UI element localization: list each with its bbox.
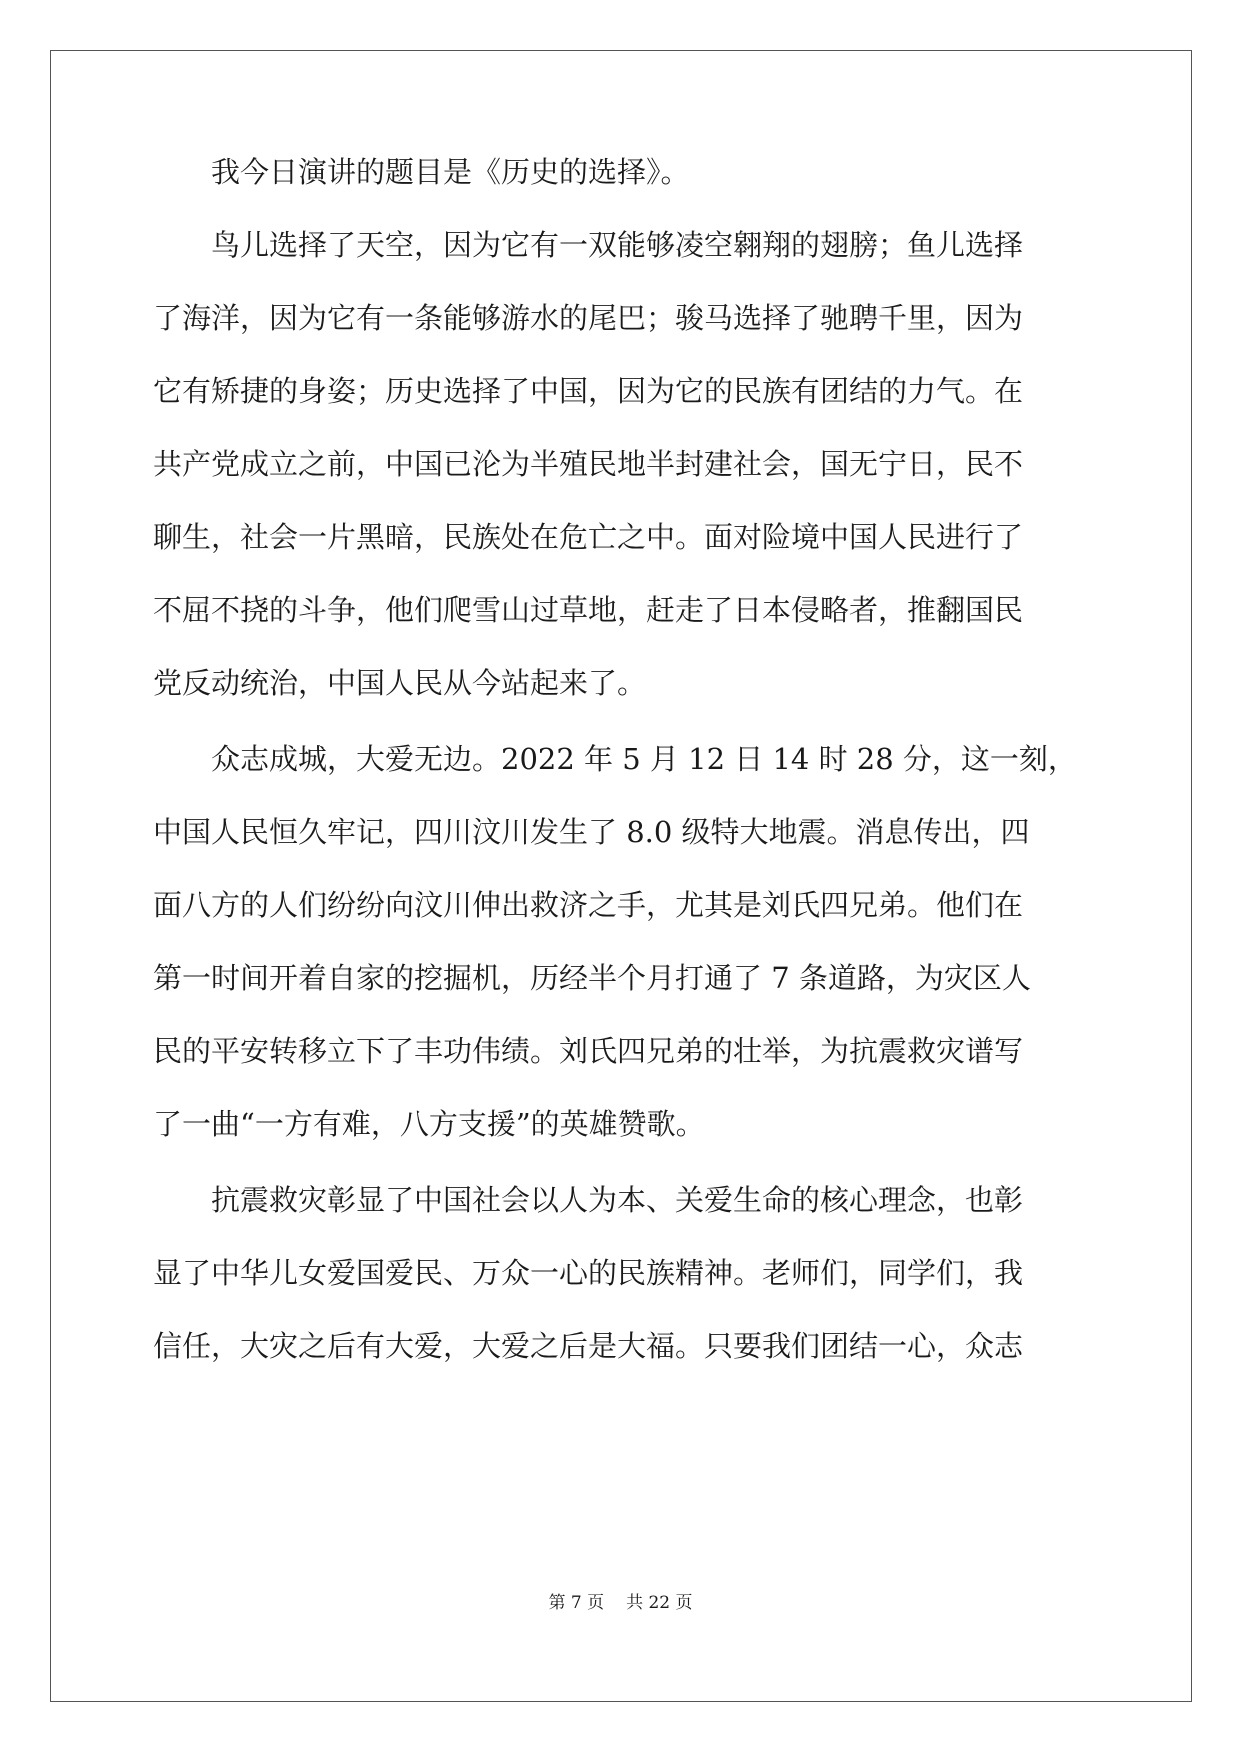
text-line: 共产党成立之前，中国已沦为半殖民地半封建社会，国无宁日，民不 [153,447,1024,481]
text-line: 党反动统治，中国人民从今站起来了。 [153,666,647,700]
text-line: 众志成城，大爱无边。2022 年 5 月 12 日 14 时 28 分，这一刻， [153,742,1077,776]
text-line: 中国人民恒久牢记，四川汶川发生了 8.0 级特大地震。消息传出，四 [153,815,1030,849]
text-line: 我今日演讲的题目是《历史的选择》。 [153,155,690,189]
page-total: 共 22 页 [626,1593,693,1613]
text-line: 了一曲“一方有难，八方支援”的英雄赞歌。 [153,1107,705,1141]
text-line: 民的平安转移立下了丰功伟绩。刘氏四兄弟的壮举，为抗震救灾谱写 [153,1034,1024,1068]
text-line: 了海洋，因为它有一条能够游水的尾巴；骏马选择了驰聘千里，因为 [153,301,1024,335]
text-line: 面八方的人们纷纷向汶川伸出救济之手，尤其是刘氏四兄弟。他们在 [153,888,1024,922]
page-number: 第 7 页 [548,1593,605,1613]
text-line: 它有矫捷的身姿；历史选择了中国，因为它的民族有团结的力气。在 [153,374,1024,408]
text-line: 不屈不挠的斗争，他们爬雪山过草地，赶走了日本侵略者，推翻国民 [153,593,1024,627]
text-line: 鸟儿选择了天空，因为它有一双能够凌空翱翔的翅膀；鱼儿选择 [153,228,1024,262]
text-line: 显了中华儿女爱国爱民、万众一心的民族精神。老师们，同学们，我 [153,1256,1024,1290]
text-line: 抗震救灾彰显了中国社会以人为本、关爱生命的核心理念，也彰 [153,1183,1024,1217]
text-line: 信任，大灾之后有大爱，大爱之后是大福。只要我们团结一心，众志 [153,1329,1024,1363]
text-line: 第一时间开着自家的挖掘机，历经半个月打通了 7 条道路，为灾区人 [153,961,1031,995]
text-line: 聊生，社会一片黑暗，民族处在危亡之中。面对险境中国人民进行了 [153,520,1024,554]
page-footer [0,1591,1241,1615]
